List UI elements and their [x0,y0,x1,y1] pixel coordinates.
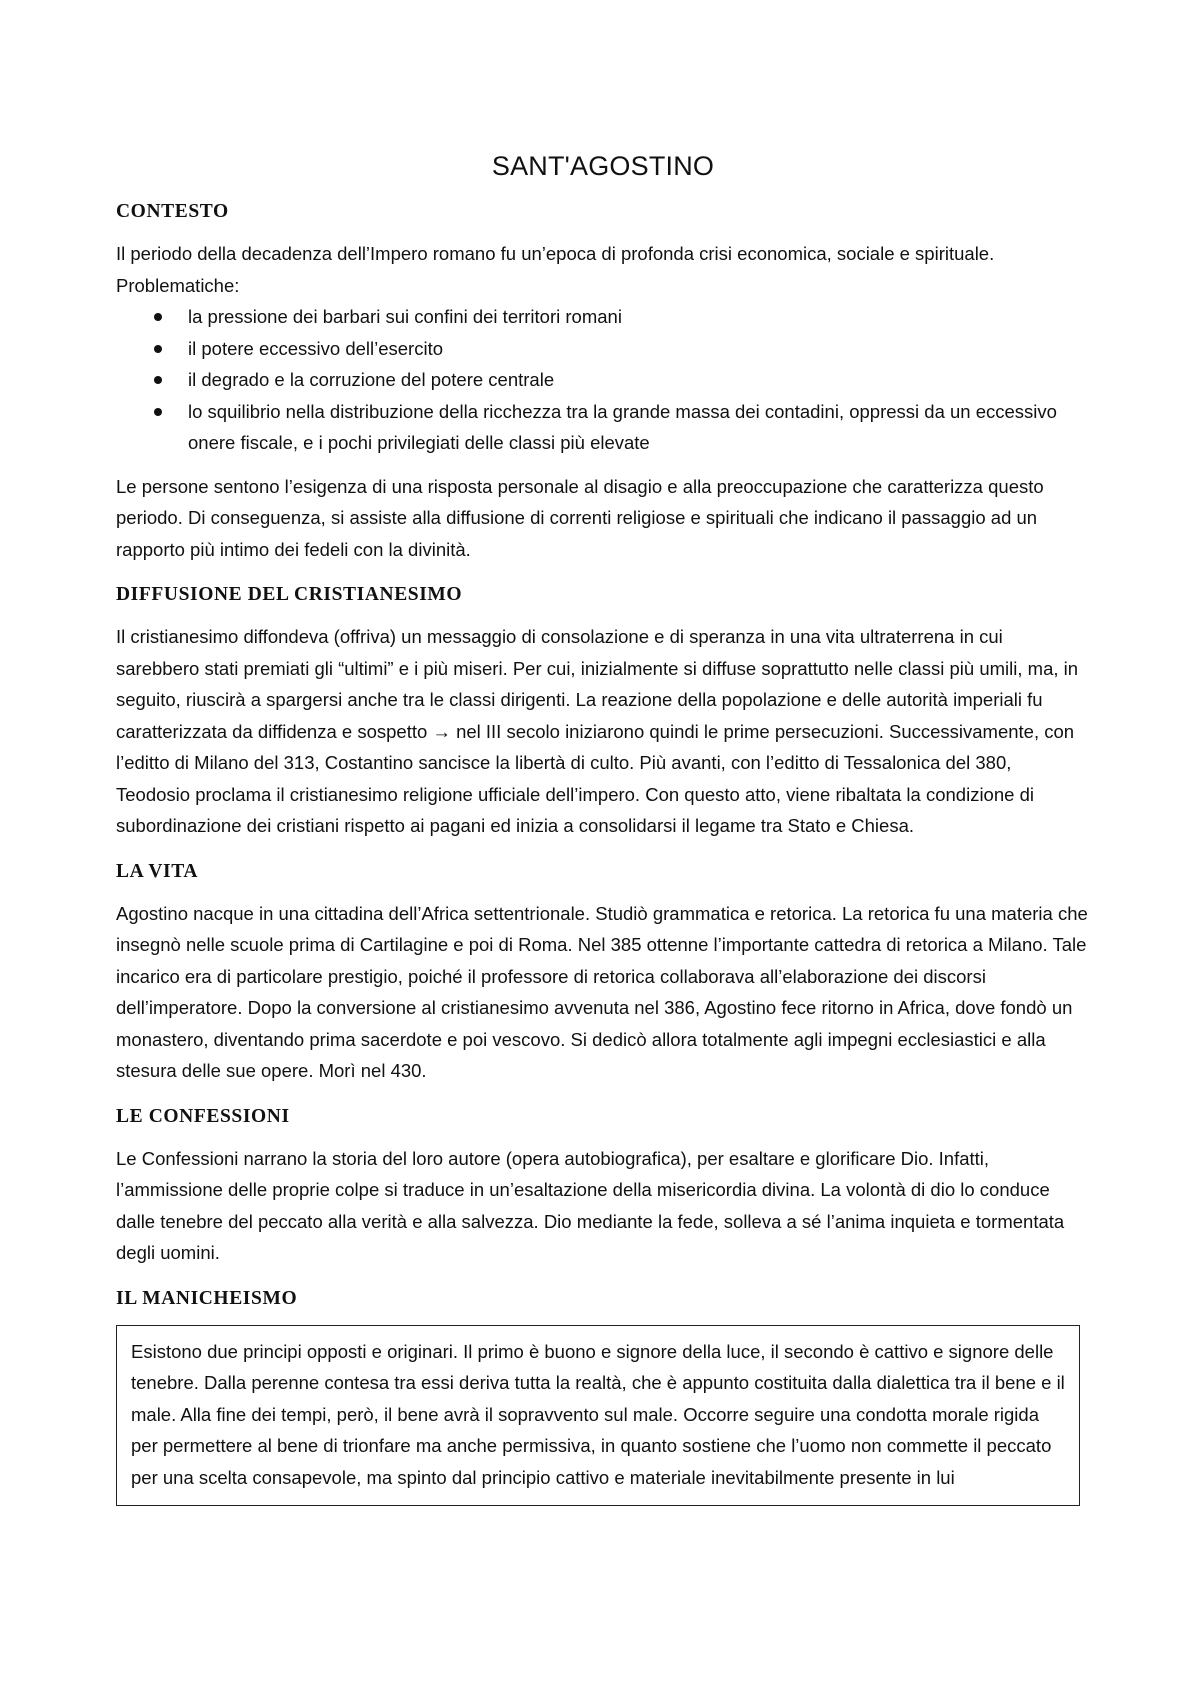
diffusione-paragraph [116,621,1090,842]
contesto-intro-text: Il periodo della decadenza dell’Impero romano fu un’epoca di profonda crisi economica, sociale e spirituale. [116,243,995,264]
section-heading-confessioni: LE CONFESSIONI [116,1105,290,1127]
confessioni-paragraph: Le Confessioni narrano la storia del loro autore (opera autobiografica), per esaltare e glorificare Dio. Infatti, l’ammissione delle proprie colpe si traduce in un’esaltazione della misericordia divina. La volontà di dio lo conduce dalle tenebre del peccato alla verità e alla salvezza. Dio mediante la fede, solleva a sé l’anima inquieta e tormentata degli uomini. [116,1147,1065,1263]
section-heading-manicheismo: IL MANICHEISMO [116,1287,298,1309]
right-arrow-icon: → [432,720,451,742]
section-heading-diffusione: DIFFUSIONE DEL CRISTIANESIMO [116,584,463,605]
diffusione-text-part2: nel III secolo iniziarono quindi le prime persecuzioni. Successivamente, con l’editto di Milano del 313, Costantino sancisce la libertà di culto. Più avanti, con l’editto di Tessalonica del 380, Teodosio proclama il cristianesimo religione ufficiale dell’impero. Con questo atto, viene ribaltata la condizione di subordinazione dei cristiani rispetto ai pagani ed inizia a consolidarsi il legame tra Stato e Chiesa. [116,720,1075,836]
manicheismo-paragraph: Esistono due principi opposti e originari. Il primo è buono e signore della luce, il secondo è cattivo e signore delle tenebre. Dalla perenne contesa tra essi deriva tutta la realtà, che è appunto costituita dalla dialettica tra il bene e il male. Alla fine dei tempi, però, il bene avrà il sopravvento sul male. Occorre seguire una condotta morale rigida per permettere al bene di trionfare ma anche permissiva, in quanto sostiene che l’uomo non commette il peccato per una scelta consapevole, ma spinto dal principio cattivo e materiale inevitabilmente presente in lui [131,1340,1065,1488]
diffusione-text-part1: Il cristianesimo diffondeva (offriva) un messaggio di consolazione e di speranza in una vita ultraterrena in cui sarebbero stati premiati gli “ultimi” e i più miseri. Per cui, inizialmente si diffuse soprattutto nelle classi più umili, ma, in seguito, riuscirà a spargersi anche tra le classi dirigenti. La reazione della popolazione e delle autorità imperiali fu caratterizzata da diffidenza e sospetto [116,626,1079,742]
manicheismo-box [116,1325,1080,1507]
document-title: SANT'AGOSTINO [491,151,715,181]
list-item: il potere eccessivo dell’esercito [116,333,1090,365]
list-item: la pressione dei barbari sui confini dei territori romani [116,301,1090,333]
list-item: lo squilibrio nella distribuzione della ricchezza tra la grande massa dei contadini, oppressi da un eccessivo onere fiscale, e i pochi privilegiati delle classi più elevate [116,396,1090,459]
problems-label: Problematiche: [116,274,240,296]
contesto-paragraph: Le persone sentono l’esigenza di una risposta personale al disagio e alla preoccupazione che caratterizza questo periodo. Di conseguenza, si assiste alla diffusione di correnti religiose e spirituali che indicano il passaggio ad un rapporto più intimo dei fedeli con la divinità. [116,475,1044,560]
section-heading-contesto: CONTESTO [116,201,229,222]
list-item: il degrado e la corruzione del potere centrale [116,364,1090,396]
vita-paragraph: Agostino nacque in una cittadina dell’Africa settentrionale. Studiò grammatica e retorica. La retorica fu una materia che insegnò nelle scuole prima di Cartilagine e poi di Roma. Nel 385 ottenne l’importante cattedra di retorica a Milano. Tale incarico era di particolare prestigio, poiché il professore di retorica collaborava all’elaborazione dei discorsi dell’imperatore. Dopo la conversione al cristianesimo avvenuta nel 386, Agostino fece ritorno in Africa, dove fondò un monastero, diventando prima sacerdote e poi vescovo. Si dedicò allora totalmente agli impegni ecclesiastici e alla stesura delle sue opere. Morì nel 430. [116,902,1088,1081]
document-body [116,148,1090,1506]
problems-list [116,301,1090,459]
section-heading-vita: LA VITA [116,860,199,882]
contesto-intro [116,238,1090,301]
